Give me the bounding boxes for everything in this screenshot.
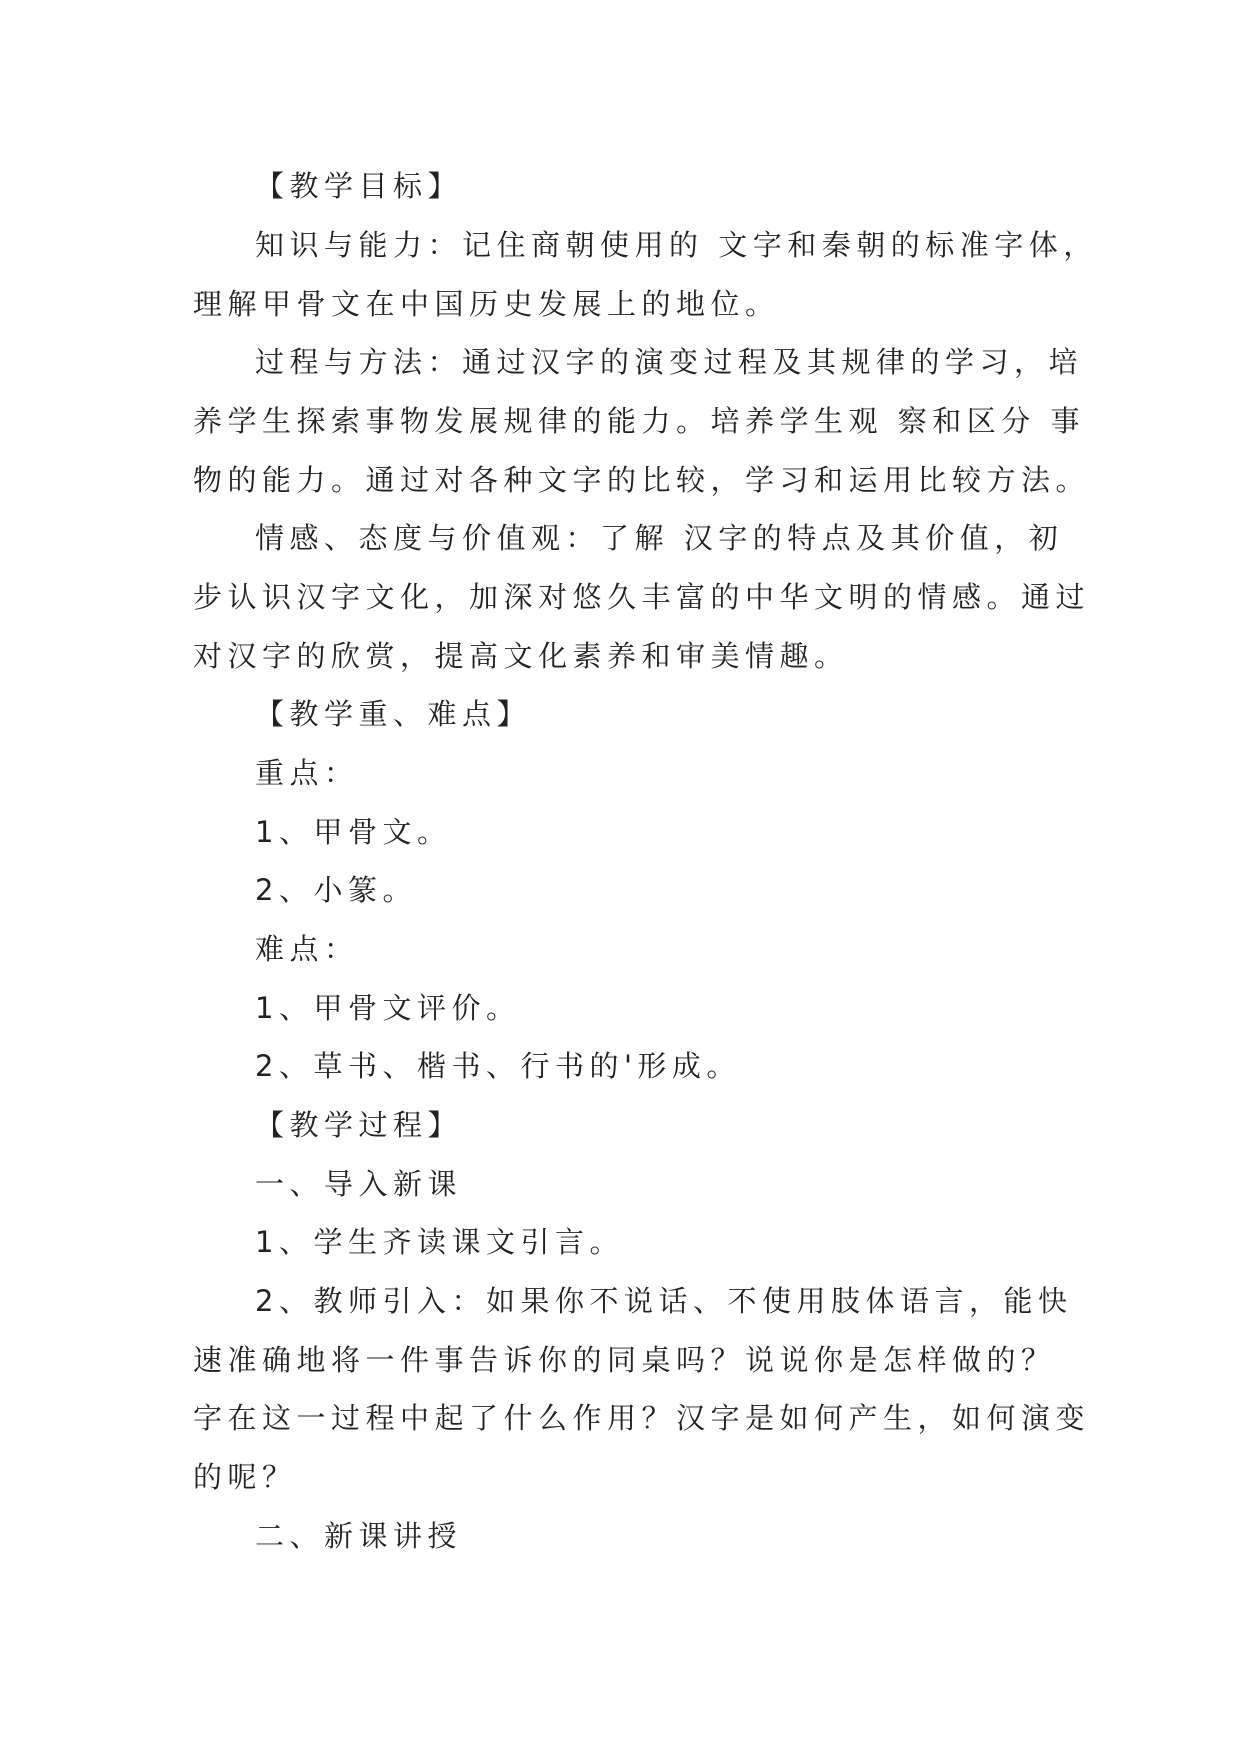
section-intro-new-lesson: 一、导入新课 [255, 1167, 463, 1201]
paragraph-teacher-intro-line-4: 的呢？ [193, 1460, 297, 1494]
list-item: 1、甲骨文评价。 [255, 991, 521, 1025]
list-item: 2、草书、楷书、行书的'形成。 [255, 1049, 741, 1083]
list-item: 1、甲骨文。 [255, 815, 452, 849]
heading-teaching-goals: 【教学目标】 [255, 169, 463, 203]
heading-key-difficult-points: 【教学重、难点】 [255, 697, 532, 731]
paragraph-knowledge-line-2: 理解甲骨文在中国历史发展上的地位。 [193, 287, 780, 321]
list-item: 2、小篆。 [255, 873, 417, 907]
list-item: 1、学生齐读课文引言。 [255, 1225, 624, 1259]
paragraph-emotion-line-1: 情感、态度与价值观：了解 汉字的特点及其价值，初 [255, 521, 1064, 555]
paragraph-process-line-2: 养学生探索事物发展规律的能力。培养学生观 察和区分 事 [193, 404, 1085, 438]
paragraph-teacher-intro-line-3: 字在这一过程中起了什么作用？汉字是如何产生，如何演变 [193, 1401, 1091, 1435]
paragraph-process-line-1: 过程与方法：通过汉字的演变过程及其规律的学习，培 [255, 345, 1084, 379]
paragraph-teacher-intro-line-2: 速准确地将一件事告诉你的同桌吗？说说你是怎样做的？ [193, 1343, 1056, 1377]
paragraph-emotion-line-2: 步认识汉字文化，加深对悠久丰富的中华文明的情感。通过 [193, 580, 1091, 614]
paragraph-knowledge-line-1: 知识与能力：记住商朝使用的 文字和秦朝的标准字体， [255, 228, 1098, 262]
paragraph-process-line-3: 物的能力。通过对各种文字的比较，学习和运用比较方法。 [193, 463, 1091, 497]
paragraph-teacher-intro-line-1: 2、教师引入：如果你不说话、不使用肢体语言，能快 [255, 1284, 1073, 1318]
section-new-lesson-teaching: 二、新课讲授 [255, 1519, 463, 1553]
label-key-points: 重点： [255, 756, 359, 790]
paragraph-emotion-line-3: 对汉字的欣赏，提高文化素养和审美情趣。 [193, 639, 849, 673]
label-difficult-points: 难点： [255, 932, 359, 966]
heading-teaching-process: 【教学过程】 [255, 1108, 463, 1142]
